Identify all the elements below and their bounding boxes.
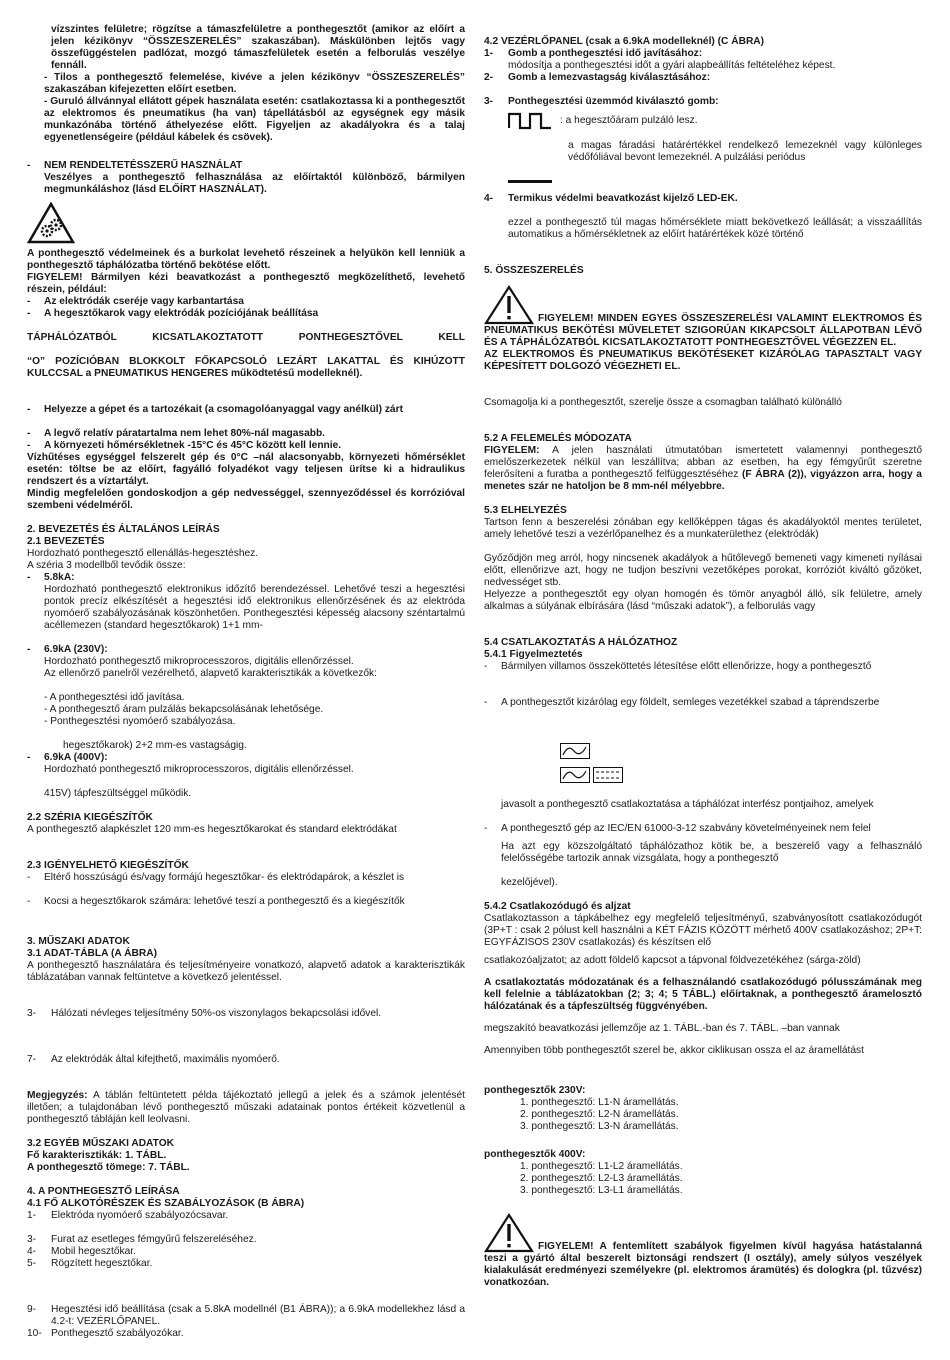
section-3-2-title: 3.2 EGYÉB MŰSZAKI ADATOK	[27, 1138, 174, 1149]
s41-item-9: Hegesztési idő beállítása (csak a 5.8kA modellnél (B1 ÁBRA)); a 6.9kA modellekhez lásd a 4.2-t: VEZÉRLŐPANEL.	[51, 1304, 465, 1327]
model-2-text-1: Hordozható ponthegesztő mikroprocesszoros, digitális ellenőrzéssel.	[44, 656, 354, 667]
gurulo-item: - Guruló állvánnyal ellátott gépek használata esetén: csatlakoztassa ki a ponthegesztőt az elektromos és pneumatikus (ha van) tápellátásból az egységnek egy másik munkazónába történő áthelyezése előtt. Figyeljen az akadályokra és a talaj egyenetlenségeire (például kábelek és csövek).	[44, 96, 465, 143]
section-2-2-title: 2.2 SZÉRIA KIEGÉSZÍTŐK	[27, 812, 153, 823]
ac-supply-icon	[560, 767, 590, 783]
mindig-text: Mindig megfelelően gondoskodjon a gép nedvességgel, szennyeződéssel és korrózióval szembeni védelméről.	[27, 488, 465, 511]
s41-item-10: Ponthegesztő szabályozókar.	[51, 1328, 184, 1339]
s541-item-1: Bármilyen villamos összeköttetés létesítése előtt ellenőrizze, hogy a ponthegesztő	[501, 661, 872, 672]
ac-supply-icon	[560, 743, 590, 759]
section-2-3-title: 2.3 IGÉNYELHETŐ KIEGÉSZÍTŐK	[27, 860, 189, 871]
s52-text-2: (F ÁBRA (2)), vigyázzon arra, hogy a menetes szár ne hatoljon be 8 mm-nél mélyebbre.	[484, 469, 922, 492]
section-5-title: 5. ÖSSZESZERELÉS	[484, 265, 584, 276]
s542-text-4: Amennyiben több ponthegesztőt szerel be, akkor ciklikusan ossza el az áramellátást	[484, 1045, 864, 1056]
p230-line-2: 2. ponthegesztő: L2-N áramellátás.	[520, 1109, 679, 1120]
s542-bold-text: A csatlakoztatás módozatának és a felhasználandó csatlakozódugó pólusszámának meg kell felelnie a táblázatokban (2; 3; 4; 5 TÁBL.) előírtaknak, a ponthegesztő áramelosztó hálózatának és a tápfeszültség függvényében.	[484, 977, 922, 1012]
s52-text-1: A jelen használati útmutatóban ismertetett valamennyi ponthegesztő emelőszerkezetek nélkül van leszállítva; abban az esetben, ha egy fémgyűrűt szeretne felerősíteni a furatba a ponthegesztő felfüggesztéséhez	[484, 445, 922, 480]
s32-line-1: Fő karakterisztikák: 1. TÁBL.	[27, 1150, 167, 1161]
section-5-2-title: 5.2 A FELEMELÉS MÓDOZATA	[484, 433, 632, 444]
supply-symbol-1	[484, 743, 922, 763]
s41-item-4: Mobil hegesztőkar.	[51, 1246, 136, 1257]
control-3-text: a magas fáradási határértékkel rendelkező lemezeknél vagy különleges védőfóliával bevont lemezeknél. A pulzálási periódus	[568, 140, 922, 163]
p230-title: ponthegesztők 230V:	[484, 1085, 586, 1096]
section-4-1-title: 4.1 FŐ ALKOTÓRÉSZEK ÉS SZABÁLYOZÁSOK (B ÁBRA)	[27, 1198, 305, 1209]
s31-item-3: Hálózati névleges teljesítmény 50%-os viszonylagos bekapcsolási idővel.	[51, 1008, 382, 1019]
s41-item-1: Elektróda nyomóerő szabályozócsavar.	[51, 1210, 229, 1221]
model-2-list-1: - A ponthegesztési idő javítása.	[44, 692, 185, 703]
assembly-warning-text-2: AZ ELEKTROMOS ÉS PNEUMATIKUS BEKÖTÉSEKET KIZÁRÓLAG TAPASZTALT VAGY KÉPESÍTETT DOLGOZÓ VÉGEZHETI EL.	[484, 349, 922, 372]
s53-text-2: Győződjön meg arról, hogy nincsenek akadályok a hűtőlevegő bemeneti vagy kimeneti nyílásai előtt, ellenőrizve azt, hogy ne tudjon beszívni vezetőképes porokat, korróziót kiváltó gőzöket, nedvességet stb.	[484, 553, 922, 588]
s52-figyelem: FIGYELEM:	[484, 445, 540, 456]
s542-text-3: megszakító beavatkozási jellemzője az 1. TÁBL.-ban és 7. TÁBL. –ban vannak	[484, 1023, 840, 1034]
s53-text-1: Tartson fenn a beszerelési zónában egy kellőképpen tágas és akadályoktól mentes területet, amely lehetővé teszi a vezérlőpanelhez és a munkaterülethez (elektródák)	[484, 517, 922, 540]
control-2-label: Gomb a lemezvastagság kiválasztásához:	[508, 72, 711, 83]
section-4-title: 4. A PONTHEGESZTŐ LEÍRÁSA	[27, 1186, 180, 1197]
section-2-title: 2. BEVEZETÉS ÉS ÁLTALÁNOS LEÍRÁS	[27, 524, 220, 535]
s542-text-1: Csatlakoztasson a tápkábelhez egy megfelelő teljesítményű, szabványosított csatlakozódugót (3P+T : csak 2 pólust kell használni a KÉT FÁZIS KÖZÖTT mérhető 400V csatlakozáshoz; 2P+T: EGYFÁZISOS 230V csatlakozás) és készítsen elő	[484, 913, 922, 948]
megjegyzes-text: A táblán feltüntetett példa tájékoztató jellegű a jelek és a számok jelentését illetően; a tulajdonában lévő ponthegesztő műszaki adatainak pontos értékeit közvetlenül a ponthegesztő tábláján kell leolvasni.	[27, 1090, 465, 1125]
right-column: 4.2 VEZÉRLŐPANEL (csak a 6.9kA modelleknél) (C ÁBRA) 1- Gomb a ponthegesztési idő javításához: módosítja a ponthegesztési időt a gyári alapbeállítás feltételéhez képest. 2- Gomb a lemezvastagság kiválasztásához: 3- Ponthegesztési üzemmód kiválasztó gomb: : a hegesztőáram pulzáló lesz. a magas fáradási határértékkel rendelkező lemezeknél vagy különleges védőfóliával bevont lemezeknél. A pulzálási periódus 4- Termikus védelmi beavatkozást kijelző LED-EK. ezzel a ponthegesztő túl magas hőmérséklete miatt bekövetkező leállását; a visszaállítás automatikus a hőmérsékletnek az előírt határértékek közé történő 5. ÖSSZESZERELÉS FIGYELEM! MINDEN EGYES ÖSSZESZERELÉSI VALAMINT ELEKTROMOS ÉS PNEUMATIKUS BEKÖTÉSI MŰVELETET SZIGORÚAN KIKAPCSOLT ÁLLAPOTBAN LÉVŐ ÉS A TÁPHÁLÓZATBÓL KICSATLAKOZTATOTT PONTHEGESZTŐVEL VÉGEZZEN EL. AZ ELEKTROMOS ÉS PNEUMATIKUS BEKÖTÉSEKET KIZÁRÓLAG TAPASZTALT VAGY KÉPESÍTETT DOLGOZÓ VÉGEZHETI EL. Csomagolja ki a ponthegesztőt, szerelje össze a csomagban található különálló 5.2 A FELEMELÉS MÓDOZATA FIGYELEM: A jelen használati útmutatóban ismertetett valamennyi ponthegesztő emelőszerkezetek nélkül van leszállítva; abban az esetben, ha egy fémgyűrűt szeretne felerősíteni a furatba a ponthegesztő felfüggesztéséhez (F ÁBRA (2)), vigyázzon arra, hogy a menetes szár ne hatoljon be 8 mm-nél mélyebbre. 5.3 ELHELYEZÉS Tartson fenn a beszerelési zónában egy kellőképpen tágas és akadályoktól mentes területet, amely lehetővé teszi a vezérlőpanelhez és a munkaterülethez (elektródák) Győződjön meg arról, hogy nincsenek akadályok a hűtőlevegő bemeneti vagy kimeneti nyílásai előtt, ellenőrizve azt, hogy ne tudjon beszívni vezetőképes porokat, korróziót kiváltó gőzöket, nedvességet stb. Helyezze a ponthegesztőt egy olyan homogén és tömör anyagból álló, sík felületre, amely alkalmas a súlyának elbírására (lásd “műszaki adatok”), a felborulás vagy 5.4 CSATLAKOZTATÁS A HÁLÓZATHOZ 5.4.1 Figyelmeztetés - Bármilyen villamos összeköttetés létesítése előtt ellenőrizze, hogy a ponthegesztő - A ponthegesztőt kizárólag egy földelt, semleges vezetékkel szabad a táprendszerbe javasolt a ponthegesztő csatlakoztatása a táphálózat interfész pontjaihoz, amelyek - A ponthegesztő gép az IEC/EN 61000-3-12 szabvány követelményeinek nem felel Ha azt egy közszolgáltató táphálózathoz kötik be, a beszerelő vagy a felhasználó felelősségébe tartozik annak vizsgálata, hogy a ponthegesztő kezelőjével). 5.4.2 Csatlakozódugó és aljzat Csatlakoztasson a tápkábelhez egy megfelelő teljesítményű, szabványosított csatlakozódugót (3P+T : csak 2 pólust kell használni a KÉT FÁZIS KÖZÖTT mérhető 400V csatlakozáshoz; 2P+T: EGYFÁZISOS 230V csatlakozás) és készítsen elő csatlakozóaljzatot; az adott földelő kapcsot a tápvonal földvezetékéhez (sárga-zöld) A csatlakoztatás módozatának és a felhasználandó csatlakozódugó pólusszámának meg kell felelnie a táblázatokban (2; 3; 4; 5 TÁBL.) előírtaknak, a ponthegesztő áramelosztó hálózatának és a tápfeszültség függvényében. megszakító beavatkozási jellemzője az 1. TÁBL.-ban és 7. TÁBL. –ban vannak Amennyiben több ponthegesztőt szerel be, akkor ciklikusan ossza el az áramellátást ponthegesztők 230V: 1. ponthegesztő: L1-N áramellátás. 2. ponthegesztő: L2-N áramellátás. 3. ponthegesztő: L3-N áramellátás. ponthegesztők 400V: 1. ponthegesztő: L1-L2 áramellátás. 2. ponthegesztő: L2-L3 áramellátás. 3. ponthegesztő: L3-L1 áramellátás. FIGYELEM! A fentemlített szabályok figyelmen kívül hagyása hatástalanná teszi a gyártó által beszerelt biztonsági rendszert (I osztály), amely súlyos veszélyek kialakulását eredményezi személyekre (pl. elektromos áramütés) és dologkra (pl. tűzvész) vonatkozóan.	[484, 36, 922, 1288]
helyezze-item: Helyezze a gépet és a tartozékait (a csomagolóanyaggal vagy anélkül) zárt	[44, 404, 403, 415]
s31-text: A ponthegesztő használatára és teljesítményeire vonatkozó, alapvető adatok a karakterisztikák táblázatában vannak feltüntetve a következő jelentéssel.	[27, 960, 465, 983]
model-1-name: 5.8kA:	[44, 572, 75, 583]
control-1-label: Gomb a ponthegesztési idő javításához:	[508, 48, 703, 59]
control-4-label: Termikus védelmi beavatkozást kijelző LED-EK.	[508, 193, 738, 204]
section-5-4-1-title: 5.4.1 Figyelmeztetés	[484, 649, 583, 660]
nem-text: Veszélyes a ponthegesztő felhasználása az előírtaktól különböző, bármilyen megmunkáláshoz (lásd ELŐÍRT HASZNÁLAT).	[44, 172, 465, 195]
figyelem-bullet-1: Az elektródák cseréje vagy karbantartása	[44, 296, 244, 307]
model-3-name: 6.9kA (400V):	[44, 752, 108, 763]
protection-text: A ponthegesztő védelmeinek és a burkolat levehető részeinek a helyükön kell lenniük a ponthegesztő táphálózatba történő bekötése előtt.	[27, 248, 465, 271]
tilos-item: - Tilos a ponthegesztő felemelése, kivéve a jelen kézikönyv “ÖSSZESZERELÉS” szakaszában kifejezetten előírt esetben.	[44, 72, 465, 95]
intro-paragraph: vízszintes felületre; rögzítse a támaszfelületre a ponthegesztőt (amikor az előírt a jelen kézikönyv “ÖSSZESZERELÉS” szakaszában). Máskülönben lejtős vagy összefüggéstelen padlózat, mozgó támaszfelületek esetén a felborulás veszélye fennáll.	[51, 24, 465, 71]
section-5-4-title: 5.4 CSATLAKOZTATÁS A HÁLÓZATHOZ	[484, 637, 678, 648]
p400-line-2: 2. ponthegesztő: L2-L3 áramellátás.	[520, 1173, 683, 1184]
model-2-list-2: - A ponthegesztő áram pulzálás bekapcsolásának lehetősége.	[44, 704, 324, 715]
left-column: vízszintes felületre; rögzítse a támaszfelületre a ponthegesztőt (amikor az előírt a jelen kézikönyv “ÖSSZESZERELÉS” szakaszában). Máskülönben lejtős vagy összefüggéstelen padlózat, mozgó támaszfelületek esetén a felborulás veszélye fennáll. - Tilos a ponthegesztő felemelése, kivéve a jelen kézikönyv “ÖSSZESZERELÉS” szakaszában kifejezetten előírt esetben. - Guruló állvánnyal ellátott gépek használata esetén: csatlakoztassa ki a ponthegesztőt az elektromos és pneumatikus (ha van) tápellátásból az egységnek egy másik munkazónába történő áthelyezése előtt. Figyeljen az akadályokra és a talaj egyenetlenségeire (például kábelek és csövek). - NEM RENDELTETÉSSZERŰ HASZNÁLAT Veszélyes a ponthegesztő felhasználása az előírtaktól különböző, bármilyen megmunkáláshoz (lásd ELŐÍRT HASZNÁLAT). A ponthegesztő védelmeinek és a burkolat levehető részeinek a helyükön kell lenniük a ponthegesztő táphálózatba történő bekötése előtt. FIGYELEM! Bármilyen kézi beavatkozást a ponthegesztő megközelíthető, levehető részein, például: - Az elektródák cseréje vagy karbantartása - A hegesztőkarok vagy elektródák pozíciójának beállítása TÁPHÁLÓZATBÓL KICSATLAKOZTATOTT PONTHEGESZTŐVEL KELL “O” POZÍCIÓBAN BLOKKOLT FŐKAPCSOLÓ LEZÁRT LAKATTAL ÉS KIHÚZOTT KULCCSAL a PNEUMATIKUS HENGERES működtetésű modelleknél). - Helyezze a gépet és a tartozékait (a csomagolóanyaggal vagy anélkül) zárt - A legvő relatív páratartalma nem lehet 80%-nál magasabb. - A környezeti hőmérsékletnek -15°C és 45°C között kell lennie. Vízhűtéses egységgel felszerelt gép és 0°C –nál alacsonyabb, környezeti hőmérséklet esetén: töltse be az előírt, fagyálló folyadékot vagy teljesen ürítse ki a hidraulikus rendszert és a víztartályt. Mindig megfelelően gondoskodjon a gép nedvességgel, szennyeződéssel és korrózióval szembeni védelméről. 2. BEVEZETÉS ÉS ÁLTALÁNOS LEÍRÁS 2.1 BEVEZETÉS Hordozható ponthegesztő ellenállás-hegesztéshez. A széria 3 modellből tevődik össze: - 5.8kA: Hordozható ponthegesztő elektronikus időzítő berendezéssel. Lehetővé teszi a hegesztési pontok precíz elkészítését a hegesztési idő elektronikus ellenőrzésének és az elektróda nyomóerő szabályozásának köszönhetően. Ponthegesztési képesség alacsony széntartalmú acéllemezen (standard hegesztőkarok) 1+1 mm- - 6.9kA (230V): Hordozható ponthegesztő mikroprocesszoros, digitális ellenőrzéssel. Az ellenőrző panelről vezérelhető, alapvető karakterisztikák a következők: - A ponthegesztési idő javítása. - A ponthegesztő áram pulzálás bekapcsolásának lehetősége. - Ponthegesztési nyomóerő szabályozása. hegesztőkarok) 2+2 mm-es vastagságig. - 6.9kA (400V): Hordozható ponthegesztő mikroprocesszoros, digitális ellenőrzéssel. 415V) tápfeszültséggel működik. 2.2 SZÉRIA KIEGÉSZÍTŐK A ponthegesztő alapkészlet 120 mm-es hegesztőkarokat és standard elektródákat 2.3 IGÉNYELHETŐ KIEGÉSZÍTŐK - Eltérő hosszúságú és/vagy formájú hegesztőkar- és elektródapárok, a készlet is - Kocsi a hegesztőkarok számára: lehetővé teszi a ponthegesztő és a kiegészítők 3. MŰSZAKI ADATOK 3.1 ADAT-TÁBLA (A ÁBRA) A ponthegesztő használatára és teljesítményeire vonatkozó, alapvető adatok a karakterisztikák táblázatában vannak feltüntetve a következő jelentéssel. 3- Hálózati névleges teljesítmény 50%-os viszonylagos bekapcsolási idővel. 7- Az elektródák által kifejthető, maximális nyomóerő. Megjegyzés: A táblán feltüntetett példa tájékoztató jellegű a jelek és a számok jelentését illetően; a tulajdonában lévő ponthegesztő műszaki adatainak pontos értékeit közvetlenül a ponthegesztő tábláján kell leolvasni. 3.2 EGYÉB MŰSZAKI ADATOK Fő karakterisztikák: 1. TÁBL. A ponthegesztő tömege: 7. TÁBL. 4. A PONTHEGESZTŐ LEÍRÁSA 4.1 FŐ ALKOTÓRÉSZEK ÉS SZABÁLYOZÁSOK (B ÁBRA) 1- Elektróda nyomóerő szabályozócsavar. 3- Furat az esetleges fémgyűrű felszereléséhez. 4- Mobil hegesztőkar. 5- Rögzített hegesztőkar. 9- Hegesztési idő beállítása (csak a 5.8kA modellnél (B1 ÁBRA)); a 6.9kA modellekhez lásd a 4.2-t: VEZÉRLŐPANEL. 10- Ponthegesztő szabályozókar.	[27, 24, 465, 1339]
model-1-text: Hordozható ponthegesztő elektronikus időzítő berendezéssel. Lehetővé teszi a hegesztési pontok precíz elkészítését a hegesztési idő elektronikus ellenőrzésének és az elektróda nyomóerő szabályozásának köszönhetően. Ponthegesztési képesség alacsony széntartalmú acéllemezen (standard hegesztőkarok) 1+1 mm-	[44, 584, 465, 631]
s41-item-5: Rögzített hegesztőkar.	[51, 1258, 153, 1269]
figyelem-bullet-2: A hegesztőkarok vagy elektródák pozíciójának beállítása	[44, 308, 319, 319]
s5-text: Csomagolja ki a ponthegesztőt, szerelje össze a csomagban található különálló	[484, 397, 842, 408]
s541-item-3: A ponthegesztő gép az IEC/EN 61000-3-12 szabvány követelményeinek nem felel	[501, 823, 871, 834]
s32-line-2: A ponthegesztő tömege: 7. TÁBL.	[27, 1162, 190, 1173]
pulse-mode-icon	[508, 112, 552, 130]
model-3-text-2: 415V) tápfeszültséggel működik.	[44, 788, 192, 799]
s41-item-3: Furat az esetleges fémgyűrű felszereléséhez.	[51, 1234, 257, 1245]
s541-text-2: Ha azt egy közszolgáltató táphálózathoz kötik be, a beszerelő vagy a felhasználó felelősségébe tartozik annak vizsgálata, hogy a ponthegesztő	[501, 841, 922, 864]
s53-text-3: Helyezze a ponthegesztőt egy olyan homogén és tömör anyagból álló, sík felületre, amely alkalmas a súlyának elbírására (lásd “műszaki adatok”), a felborulás vagy	[484, 589, 922, 612]
model-2-name: 6.9kA (230V):	[44, 644, 108, 655]
s31-item-7: Az elektródák által kifejthető, maximális nyomóerő.	[51, 1054, 280, 1065]
model-2-text-3: hegesztőkarok) 2+2 mm-es vastagságig.	[63, 740, 247, 751]
s541-text-1: javasolt a ponthegesztő csatlakoztatása a táphálózat interfész pontjaihoz, amelyek	[501, 799, 874, 810]
model-2-list-3: - Ponthegesztési nyomóerő szabályozása.	[44, 716, 236, 727]
section-5-4-2-title: 5.4.2 Csatlakozódugó és aljzat	[484, 901, 631, 912]
vizhutes-text: Vízhűtéses egységgel felszerelt gép és 0°C –nál alacsonyabb, környezeti hőmérséklet esetén: töltse be az előírt, fagyálló folyadékot vagy teljesen ürítse ki a hidraulikus rendszert és a víztartályt.	[27, 452, 465, 487]
control-1-text: módosítja a ponthegesztési időt a gyári alapbeállítás feltételéhez képest.	[508, 60, 836, 71]
p230-line-1: 1. ponthegesztő: L1-N áramellátás.	[520, 1097, 679, 1108]
section-2-1-title: 2.1 BEVEZETÉS	[27, 536, 105, 547]
section-3-1-title: 3.1 ADAT-TÁBLA (A ÁBRA)	[27, 948, 157, 959]
section-4-2-title: 4.2 VEZÉRLŐPANEL (csak a 6.9kA modelleknél) (C ÁBRA)	[484, 36, 765, 47]
figyelem-text: FIGYELEM! Bármilyen kézi beavatkozást a ponthegesztő megközelíthető, levehető részein, például:	[27, 272, 465, 295]
dc-supply-icon	[593, 767, 623, 783]
final-warning-text: FIGYELEM! A fentemlített szabályok figyelmen kívül hagyása hatástalanná teszi a gyártó által beszerelt biztonsági rendszert (I osztály), amely súlyos veszélyek kialakulását eredményezi személyekre (pl. elektromos áramütés) és dologkra (pl. tűzvész) vonatkozóan.	[484, 1241, 922, 1288]
assembly-warning	[484, 285, 922, 349]
control-4-text: ezzel a ponthegesztő túl magas hőmérséklete miatt bekövetkező leállását; a visszaállítás automatikus a hőmérsékletnek az előírt határértékek közé történő	[508, 217, 922, 240]
s23-item-2: Kocsi a hegesztőkarok számára: lehetővé teszi a ponthegesztő és a kiegészítők	[44, 896, 405, 907]
p400-line-3: 3. ponthegesztő: L3-L1 áramellátás.	[520, 1185, 683, 1196]
s541-item-2: A ponthegesztőt kizárólag egy földelt, semleges vezetékkel szabad a táprendszerbe	[501, 697, 880, 708]
control-3-label: Ponthegesztési üzemmód kiválasztó gomb:	[508, 96, 719, 107]
s22-text: A ponthegesztő alapkészlet 120 mm-es hegesztőkarokat és standard elektródákat	[27, 824, 397, 835]
section-5-3-title: 5.3 ELHELYEZÉS	[484, 505, 567, 516]
o-pozicio-text: “O” POZÍCIÓBAN BLOKKOLT FŐKAPCSOLÓ LEZÁRT LAKATTAL ÉS KIHÚZOTT KULCCSAL a PNEUMATIKUS HENGERES működtetésű modelleknél).	[27, 356, 465, 379]
s21-text-2: A széria 3 modellből tevődik össze:	[27, 560, 186, 571]
assembly-warning-text: FIGYELEM! MINDEN EGYES ÖSSZESZERELÉSI VALAMINT ELEKTROMOS ÉS PNEUMATIKUS BEKÖTÉSI MŰVELETET SZIGORÚAN KIKAPCSOLT ÁLLAPOTBAN LÉVŐ ÉS A TÁPHÁLÓZATBÓL KICSATLAKOZTATOTT PONTHEGESZTŐVEL VÉGEZZEN EL.	[484, 313, 922, 348]
megjegyzes-label: Megjegyzés:	[27, 1090, 88, 1101]
p400-line-1: 1. ponthegesztő: L1-L2 áramellátás.	[520, 1161, 683, 1172]
env-item-1: A legvő relatív páratartalma nem lehet 80%-nál magasabb.	[44, 428, 326, 439]
nem-title: NEM RENDELTETÉSSZERŰ HASZNÁLAT	[44, 160, 243, 171]
taphal-line: TÁPHÁLÓZATBÓL KICSATLAKOZTATOTT PONTHEGESZTŐVEL KELL	[27, 332, 465, 343]
control-3-pulse-text: : a hegesztőáram pulzáló lesz.	[560, 115, 698, 126]
s541-text-3: kezelőjével).	[501, 877, 558, 888]
final-warning	[484, 1213, 922, 1289]
supply-symbol-2	[560, 767, 922, 783]
model-3-text-1: Hordozható ponthegesztő mikroprocesszoros, digitális ellenőrzéssel.	[44, 764, 354, 775]
section-3-title: 3. MŰSZAKI ADATOK	[27, 936, 130, 947]
env-item-2: A környezeti hőmérsékletnek -15°C és 45°C között kell lennie.	[44, 440, 342, 451]
gear-hazard-icon	[27, 202, 75, 244]
s21-text-1: Hordozható ponthegesztő ellenállás-hegesztéshez.	[27, 548, 259, 559]
s23-item-1: Eltérő hosszúságú és/vagy formájú hegesztőkar- és elektródapárok, a készlet is	[44, 872, 405, 883]
model-2-text-2: Az ellenőrző panelről vezérelhető, alapvető karakterisztikák a következők:	[44, 668, 377, 679]
warning-icon	[484, 1213, 534, 1253]
p230-line-3: 3. ponthegesztő: L3-N áramellátás.	[520, 1121, 679, 1132]
p400-title: ponthegesztők 400V:	[484, 1149, 586, 1160]
s542-text-2: csatlakozóaljzatot; az adott földelő kapcsot a tápvonal földvezetékéhez (sárga-zöld)	[484, 955, 861, 966]
warning-icon	[484, 285, 534, 325]
